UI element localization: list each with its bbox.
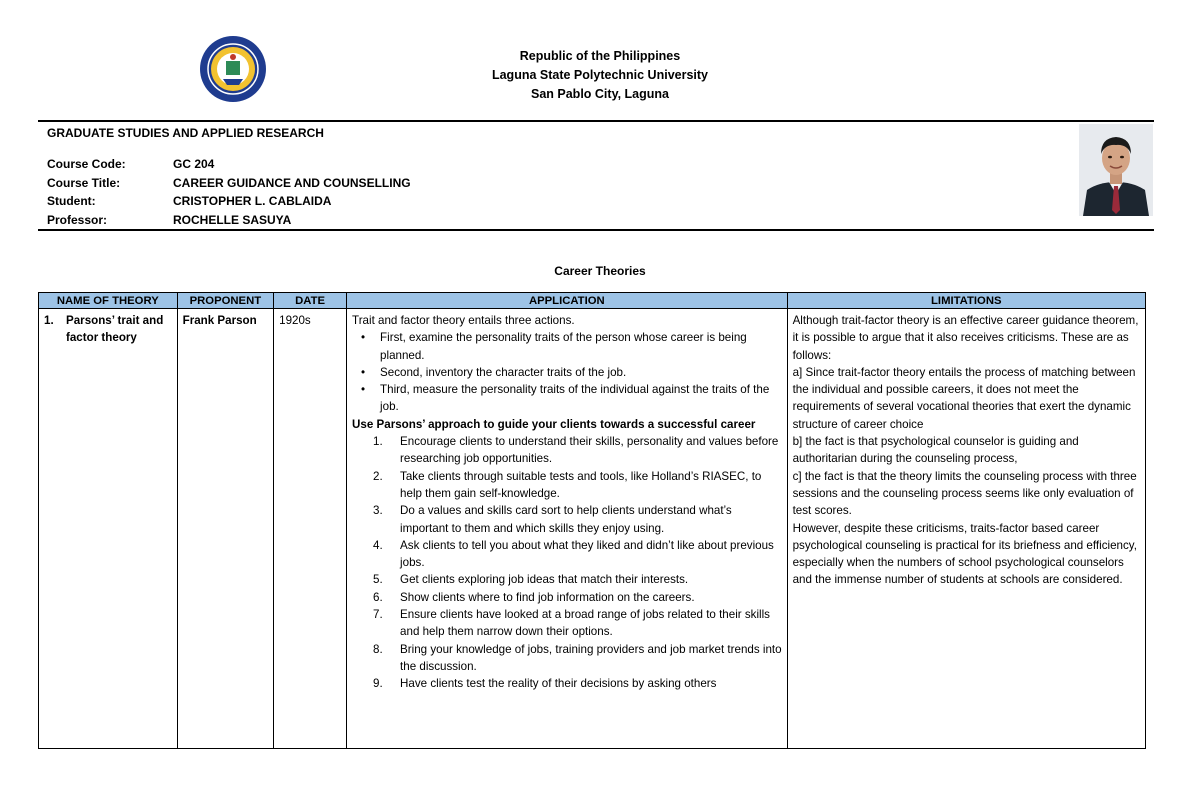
- course-code-label: Course Code:: [47, 157, 126, 171]
- header-name-of-theory: NAME OF THEORY: [39, 293, 178, 309]
- university-seal-icon: [199, 35, 267, 103]
- theory-name-cell: [39, 309, 178, 749]
- list-item: [352, 364, 783, 381]
- student-label: Student:: [47, 194, 96, 208]
- step-text: Bring your knowledge of jobs, training providers and job market trends into the discussion.: [400, 642, 782, 673]
- header-university: Laguna State Polytechnic University: [491, 68, 709, 82]
- date-cell: [274, 309, 347, 749]
- list-item: [352, 606, 783, 641]
- table-title: Career Theories: [554, 264, 646, 278]
- approach-heading: Use Parsons’ approach to guide your clients towards a successful career: [352, 417, 756, 431]
- theory-name: Parsons’ trait and factor theory: [66, 314, 164, 345]
- career-theories-table: [38, 292, 1146, 749]
- step-text: Do a values and skills card sort to help clients understand what’s important to them and which skills they enjoy using.: [400, 504, 732, 535]
- limitation-b: b] the fact is that psychological counselor is guiding and authoritarian during the counseling process,: [792, 435, 1079, 466]
- course-title-value: CAREER GUIDANCE AND COUNSELLING: [173, 175, 411, 190]
- limitations-cell: [787, 309, 1145, 749]
- step-text: Show clients where to find job information on the careers.: [400, 590, 695, 604]
- course-title-label: Course Title:: [47, 175, 121, 190]
- step-text: Take clients through suitable tests and tools, like Holland’s RIASEC, to help them gain self-knowledge.: [400, 469, 762, 500]
- step-text: Get clients exploring job ideas that match their interests.: [400, 573, 689, 587]
- step-number: 2.: [373, 469, 383, 483]
- header-date: DATE: [274, 293, 347, 309]
- step-text: Ensure clients have looked at a broad range of jobs related to their skills and help them narrow down their options.: [400, 608, 770, 639]
- header-application: APPLICATION: [347, 293, 788, 309]
- list-item: [352, 329, 783, 364]
- proponent-name: Frank Parson: [182, 314, 257, 327]
- header-divider-bottom: [38, 229, 1154, 231]
- list-item: [352, 381, 783, 416]
- list-item: [352, 537, 783, 572]
- header-proponent: PROPONENT: [177, 293, 274, 309]
- proponent-cell: [177, 309, 274, 749]
- list-item: [352, 502, 783, 537]
- header-limitations: LIMITATIONS: [787, 293, 1145, 309]
- step-number: 5.: [373, 573, 383, 587]
- bullet-icon: •: [361, 383, 366, 397]
- course-info: [47, 157, 411, 231]
- department-title: GRADUATE STUDIES AND APPLIED RESEARCH: [47, 126, 324, 140]
- list-item: [352, 468, 783, 503]
- step-number: 4.: [373, 538, 383, 552]
- header-city: San Pablo City, Laguna: [531, 87, 669, 101]
- step-number: 9.: [373, 677, 383, 691]
- bullet-icon: •: [361, 331, 366, 345]
- bullet-text: Third, measure the personality traits of the individual against the traits of the job.: [380, 383, 770, 414]
- list-item: [352, 433, 783, 468]
- limitations-intro: Although trait-factor theory is an effective career guidance theorem, it is possible to argue that it also receives criticisms. These are as follows:: [792, 314, 1139, 362]
- step-number: 3.: [373, 504, 383, 518]
- limitation-a: a] Since trait-factor theory entails the process of matching between the individual and possible careers, it does not meet the requirements of several vocational theories that exert the dynamic structure of career choice: [792, 365, 1136, 431]
- course-code-value: GC 204: [173, 157, 215, 171]
- header-republic: Republic of the Philippines: [519, 49, 681, 63]
- theory-number: 1.: [44, 314, 54, 327]
- step-number: 8.: [373, 642, 383, 656]
- table-header-row: [39, 293, 1146, 309]
- step-number: 7.: [373, 608, 383, 622]
- professor-value: ROCHELLE SASUYA: [173, 212, 292, 227]
- step-number: 1.: [373, 435, 383, 449]
- application-bullets: [352, 329, 783, 415]
- course-code-row: [47, 157, 411, 176]
- application-intro: Trait and factor theory entails three actions.: [352, 314, 575, 327]
- list-item: [352, 675, 783, 692]
- list-item: [352, 589, 783, 606]
- course-title-row: [47, 176, 411, 195]
- step-text: Ask clients to tell you about what they liked and didn’t like about previous jobs.: [400, 538, 774, 570]
- step-text: Encourage clients to understand their skills, personality and values before researching job opportunities.: [400, 435, 779, 466]
- student-row: [47, 194, 411, 213]
- institution-header: [380, 47, 820, 104]
- theory-date: 1920s: [279, 314, 311, 327]
- bullet-text: First, examine the personality traits of the person whose career is being planned.: [380, 331, 747, 362]
- professor-label: Professor:: [47, 212, 108, 227]
- bullet-icon: •: [361, 365, 366, 379]
- table-row: [39, 309, 1146, 749]
- step-text: Have clients test the reality of their decisions by asking others: [400, 677, 717, 691]
- student-value: CRISTOPHER L. CABLAIDA: [173, 194, 332, 208]
- header-divider-top: [38, 120, 1154, 122]
- student-portrait-photo: [1079, 124, 1153, 216]
- limitation-c: c] the fact is that the theory limits the counseling process with three sessions and the counseling process seems like only evaluation of test scores.: [792, 469, 1137, 518]
- list-item: [352, 641, 783, 676]
- approach-steps: [352, 433, 783, 692]
- limitations-conclusion: However, despite these criticisms, traits-factor based career psychological counseling is practical for its briefness and efficiency, especially when the numbers of school psychological counselors and the immense number of students at schools are considered.: [792, 521, 1137, 587]
- bullet-text: Second, inventory the character traits of the job.: [380, 365, 627, 379]
- step-number: 6.: [373, 590, 383, 604]
- list-item: [352, 571, 783, 588]
- application-cell: [347, 309, 788, 749]
